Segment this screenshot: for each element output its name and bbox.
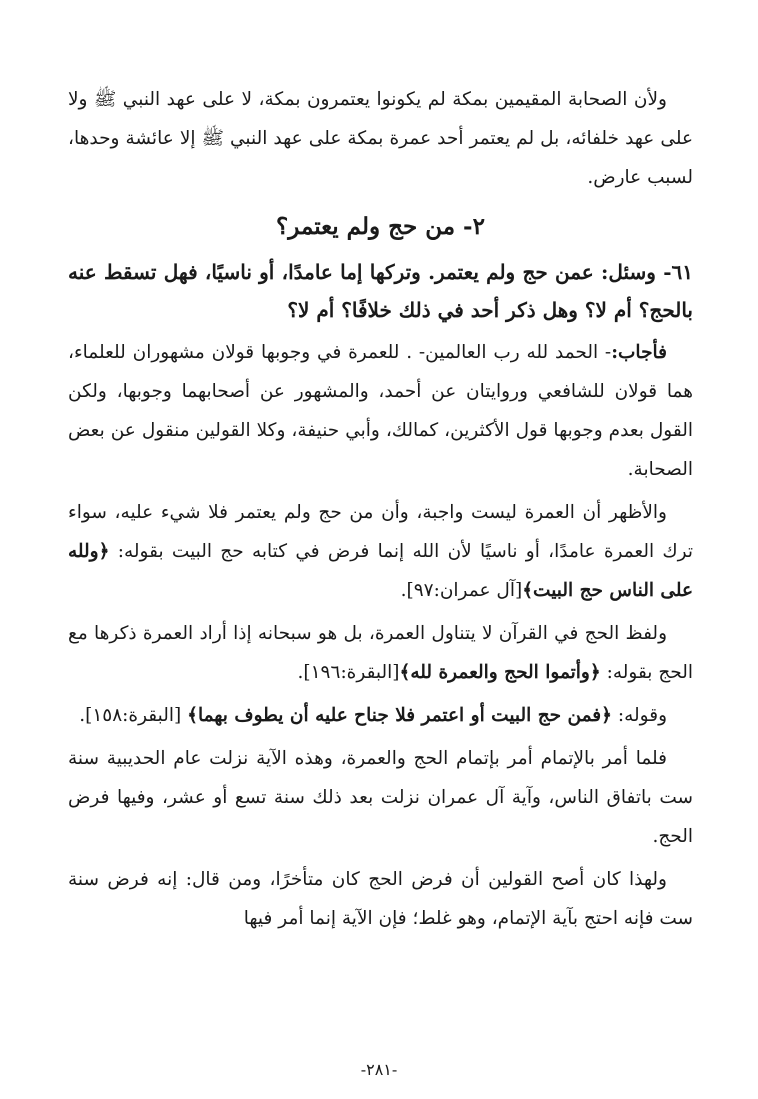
paragraph-lafz	[68, 614, 693, 692]
paragraph-qawl	[68, 696, 693, 735]
verse-al-imran: ﴿ولله على الناس حج البيت﴾	[68, 541, 693, 601]
answer-paragraph	[68, 333, 693, 489]
paragraph-falamma: فلما أمر بالإتمام أمر بإتمام الحج والعمرة، وهذه الآية نزلت عام الحديبية سنة ست باتفاق الناس، وآية آل عمران نزلت بعد ذلك سنة تسع أو عشر، وفيها فرض الحج.	[68, 748, 693, 847]
page-body	[68, 80, 693, 942]
question-61: ٦١- وسئل: عمن حج ولم يعتمر. وتركها إما عامدًا، أو ناسيًا، فهل تسقط عنه بالحج؟ أم لا؟ وهل ذكر أحد في ذلك خلافًا؟ أم لا؟	[68, 260, 693, 322]
verse-baqara-196: ﴿وأتموا الحج والعمرة لله﴾	[399, 662, 601, 683]
verse-baqara-158: ﴿فمن حج البيت أو اعتمر فلا جناح عليه أن يطوف بهما﴾	[187, 705, 612, 726]
paragraph-qawl-text: وقوله:	[617, 705, 667, 726]
reference-al-imran: [آل عمران:٩٧].	[400, 580, 523, 601]
paragraph-azhar	[68, 493, 693, 610]
paragraph-lafz-text: ولفظ الحج في القرآن لا يتناول العمرة، بل هو سبحانه إذا أراد العمرة ذكرها مع الحج بقوله:	[68, 623, 693, 683]
paragraph-azhar-text: والأظهر أن العمرة ليست واجبة، وأن من حج ولم يعتمر فلا شيء عليه، سواء ترك العمرة عامدًا، أو ناسيًا لأن الله إنما فرض في كتابه حج البيت بقوله:	[68, 502, 693, 562]
reference-baqara-158: [البقرة:١٥٨].	[79, 705, 182, 726]
page-number: -٢٨١-	[360, 1060, 398, 1079]
section-heading: ٢- من حج ولم يعتمر؟	[276, 213, 485, 240]
paragraph-lihadha: ولهذا كان أصح القولين أن فرض الحج كان متأخرًا، ومن قال: إنه فرض سنة ست فإنه احتج بآية الإتمام، وهو غلط؛ فإن الآية إنما أمر فيها	[68, 869, 693, 929]
reference-baqara-196: [البقرة:١٩٦].	[297, 662, 400, 683]
answer-text: - الحمد لله رب العالمين- . للعمرة في وجوبها قولان مشهوران للعلماء، هما قولان للشافعي وروايتان عن أحمد، والمشهور عن أصحابهما وجوبها، ولكن القول بعدم وجوبها قول الأكثرين، كمالك، وأبي حنيفة، وكلا القولين منقول عن بعض الصحابة.	[68, 342, 693, 480]
answer-label: فأجاب:	[611, 342, 667, 363]
paragraph-sahaba: ولأن الصحابة المقيمين بمكة لم يكونوا يعتمرون بمكة، لا على عهد النبي ﷺ ولا على عهد خلفائه، بل لم يعتمر أحد عمرة بمكة على عهد النبي ﷺ إلا عائشة وحدها، لسبب عارض.	[68, 89, 693, 188]
